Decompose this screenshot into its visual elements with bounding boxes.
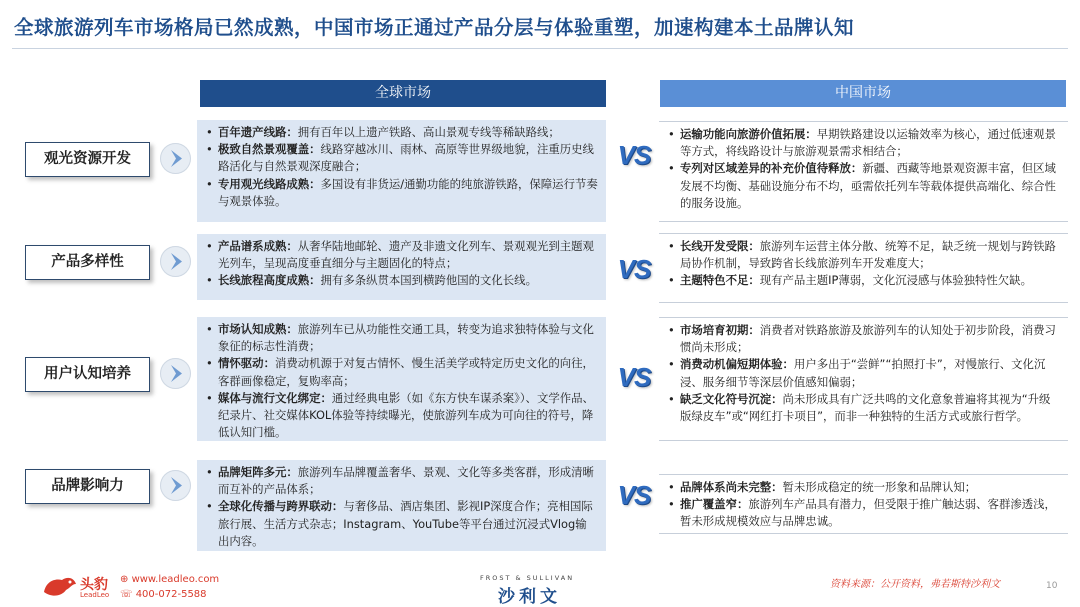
list-item: • 市场认知成熟：旅游列车已从功能性交通工具，转变为追求独特体验与文化象征的标志性消费； <box>205 321 598 355</box>
list-item: • 缺乏文化符号沉淀：尚未形成具有广泛共鸣的文化意象普遍将其视为“升级版绿皮车”或“网红打卡项目”，而非一种独特的生活方式或旅行哲学。 <box>667 391 1060 425</box>
global-market-header: 全球市场 <box>200 80 606 107</box>
chevron-right-icon <box>160 143 191 174</box>
list-item: • 品牌体系尚未完整：暂未形成稳定的统一形象和品牌认知； <box>667 479 1060 496</box>
vs-label: VS <box>617 362 651 392</box>
list-item: • 媒体与流行文化绑定：通过经典电影（如《东方快车谋杀案》）、文学作品、纪录片、社交媒体KOL体验等持续曝光，使旅游列车成为可向往的符号，降低认知门槛。 <box>205 390 598 442</box>
global-panel-row1 <box>197 120 606 222</box>
china-panel-row4 <box>659 474 1068 534</box>
logo-cn: 头豹 <box>80 577 108 593</box>
list-item: • 专列对区域差异的补充价值待释放：新疆、西藏等地景观资源丰富，但区域发展不均衡、基础设施分布不均，亟需依托列车等载体提供高端化、综合性的服务设施。 <box>667 160 1060 212</box>
vs-label: VS <box>617 480 651 510</box>
logo-en: LeadLeo <box>80 591 110 599</box>
category-product-diversity: 产品多样性 <box>25 245 150 280</box>
list-item: • 消费动机偏短期体验：用户多出于“尝鲜”“拍照打卡”，对慢旅行、文化沉浸、服务细节等深层价值感知偏弱； <box>667 356 1060 390</box>
chevron-right-icon <box>160 470 191 501</box>
title-divider <box>12 48 1068 49</box>
list-item: • 长线开发受限：旅游列车运营主体分散、统筹不足，缺乏统一规划与跨铁路局协作机制，导致跨省长线旅游列车开发难度大； <box>667 238 1060 272</box>
global-panel-row4 <box>197 460 606 551</box>
chevron-right-icon <box>160 246 191 277</box>
list-item: • 极致自然景观覆盖：线路穿越冰川、雨林、高原等世界级地貌，注重历史线路活化与自然景观深度融合； <box>205 141 598 175</box>
list-item: • 品牌矩阵多元：旅游列车品牌覆盖奢华、景观、文化等多类客群，形成清晰而互补的产品体系； <box>205 464 598 498</box>
list-item: • 情怀驱动：消费动机源于对复古情怀、慢生活美学或特定历史文化的向往，客群画像稳定，复购率高； <box>205 355 598 389</box>
list-item: • 长线旅程高度成熟：拥有多条纵贯本国到横跨他国的文化长线。 <box>205 272 598 289</box>
list-item: • 全球化传播与跨界联动：与奢侈品、酒店集团、影视IP深度合作；亮相国际旅行展、生活方式杂志；Instagram、YouTube等平台通过沉浸式Vlog输出内容。 <box>205 498 598 550</box>
leadleo-logo <box>40 572 80 600</box>
list-item: • 运输功能向旅游价值拓展：早期铁路建设以运输效率为核心，通过低速观景等方式，将线路设计与旅游观景需求相结合； <box>667 126 1060 160</box>
list-item: • 推广覆盖窄：旅游列车产品具有潜力，但受限于推广触达弱、客群渗透浅，暂未形成规模效应与品牌忠诚。 <box>667 496 1060 530</box>
category-user-awareness: 用户认知培养 <box>25 357 150 392</box>
frost-sullivan-label: FROST & SULLIVAN <box>480 574 575 582</box>
category-tourism-resource: 观光资源开发 <box>25 142 150 177</box>
phone-icon: ☏ <box>120 589 136 600</box>
chevron-right-icon <box>160 358 191 389</box>
vs-label: VS <box>617 140 651 170</box>
page-title: 全球旅游列车市场格局已然成熟，中国市场正通过产品分层与体验重塑，加速构建本土品牌认知 <box>14 16 855 39</box>
phone-line: ☏ 400-072-5588 <box>120 589 207 600</box>
global-panel-row3 <box>197 317 606 441</box>
china-panel-row3 <box>659 317 1068 441</box>
china-market-header: 中国市场 <box>660 80 1066 107</box>
website-icon: ⊕ <box>120 574 132 585</box>
vs-label: VS <box>617 254 651 284</box>
category-brand-influence: 品牌影响力 <box>25 469 150 504</box>
list-item: • 主题特色不足：现有产品主题IP薄弱，文化沉浸感与体验独特性欠缺。 <box>667 272 1060 289</box>
china-panel-row1 <box>659 121 1068 222</box>
page-number: 10 <box>1046 581 1058 591</box>
list-item: • 专用观光线路成熟：多国设有非货运/通勤功能的纯旅游铁路，保障运行节奏与观景体验。 <box>205 176 598 210</box>
china-panel-row2 <box>659 233 1068 303</box>
list-item: • 百年遗产线路：拥有百年以上遗产铁路、高山景观专线等稀缺路线； <box>205 124 598 141</box>
global-panel-row2 <box>197 234 606 300</box>
list-item: • 市场培育初期：消费者对铁路旅游及旅游列车的认知处于初步阶段，消费习惯尚未形成； <box>667 322 1060 356</box>
frost-sullivan-logo: 沙利文 <box>498 587 561 607</box>
list-item: • 产品谱系成熟：从奢华陆地邮轮、遗产及非遗文化列车、景观观光到主题观光列车，呈现高度垂直细分与主题固化的特点； <box>205 238 598 272</box>
source-note: 资料来源：公开资料，弗若斯特沙利文 <box>830 579 1000 590</box>
website-line[interactable]: ⊕ www.leadleo.com <box>120 574 220 585</box>
